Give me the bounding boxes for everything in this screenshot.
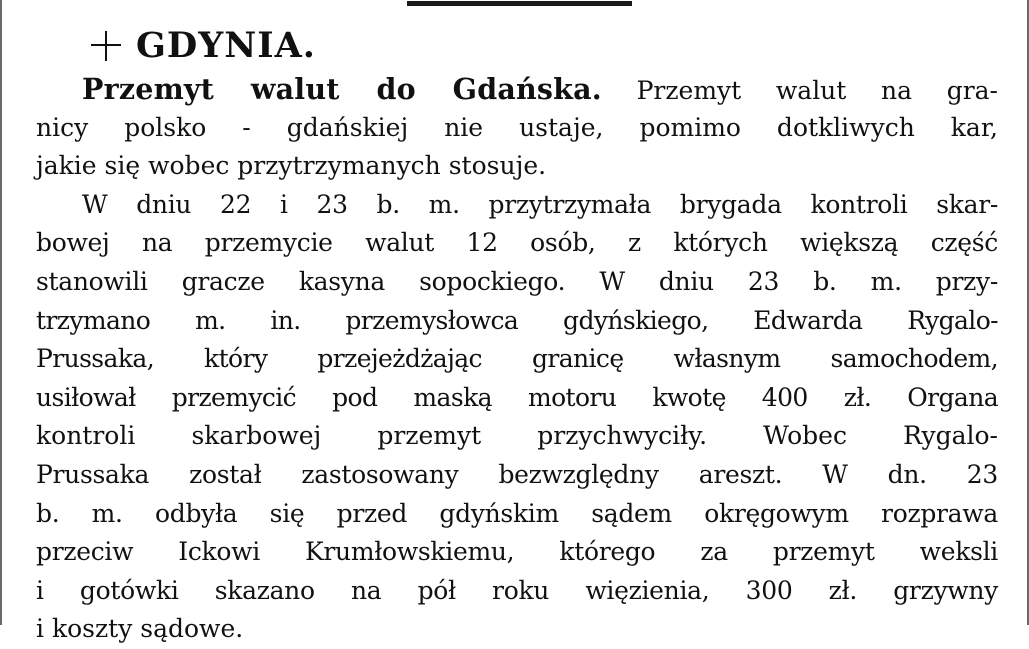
article bbox=[36, 70, 998, 649]
article-line-11: Prussaka został zastosowany bezwzględny areszt. W dn. 23 bbox=[36, 459, 998, 489]
section-heading bbox=[88, 20, 316, 70]
article-line-15: i koszty sądowe. bbox=[36, 614, 244, 644]
article-line-14: i gotówki skazano na pół roku więzienia, 300 zł. grzywny bbox=[36, 575, 998, 605]
article-line-1 bbox=[36, 70, 998, 109]
article-text: Przemyt walut na gra- bbox=[636, 76, 999, 105]
article-line-12: b. m. odbyła się przed gdyńskim sądem okręgowym rozprawa bbox=[36, 498, 998, 528]
article-line-5: bowej na przemycie walut 12 osób, z których większą część bbox=[36, 228, 998, 258]
article-line-10: kontroli skarbowej przemyt przychwyciły. Wobec Rygalo- bbox=[36, 421, 998, 451]
article-line-7: trzymano m. in. przemysłowca gdyńskiego, Edwarda Rygalo- bbox=[36, 305, 998, 335]
section-title: GDYNIA. bbox=[136, 24, 316, 66]
article-line-8: Prussaka, który przejeżdżając granicę własnym samochodem, bbox=[36, 344, 998, 374]
article-line-4: W dniu 22 i 23 b. m. przytrzymała brygada kontroli skar- bbox=[82, 189, 998, 219]
article-line-6: stanowili gracze kasyna sopockiego. W dniu 23 b. m. przy- bbox=[36, 266, 998, 296]
article-line-2: nicy polsko - gdańskiej nie ustaje, pomimo dotkliwych kar, bbox=[36, 112, 998, 142]
article-line-3: jakie się wobec przytrzymanych stosuje. bbox=[36, 151, 547, 181]
article-line-13: przeciw Ickowi Krumłowskiemu, którego za przemyt weksli bbox=[36, 537, 998, 567]
top-rule bbox=[407, 1, 632, 6]
cross-icon bbox=[88, 27, 124, 63]
article-line-9: usiłował przemycić pod maską motoru kwotę 400 zł. Organa bbox=[36, 382, 998, 412]
article-headline: Przemyt walut do Gdańska. bbox=[82, 72, 602, 106]
